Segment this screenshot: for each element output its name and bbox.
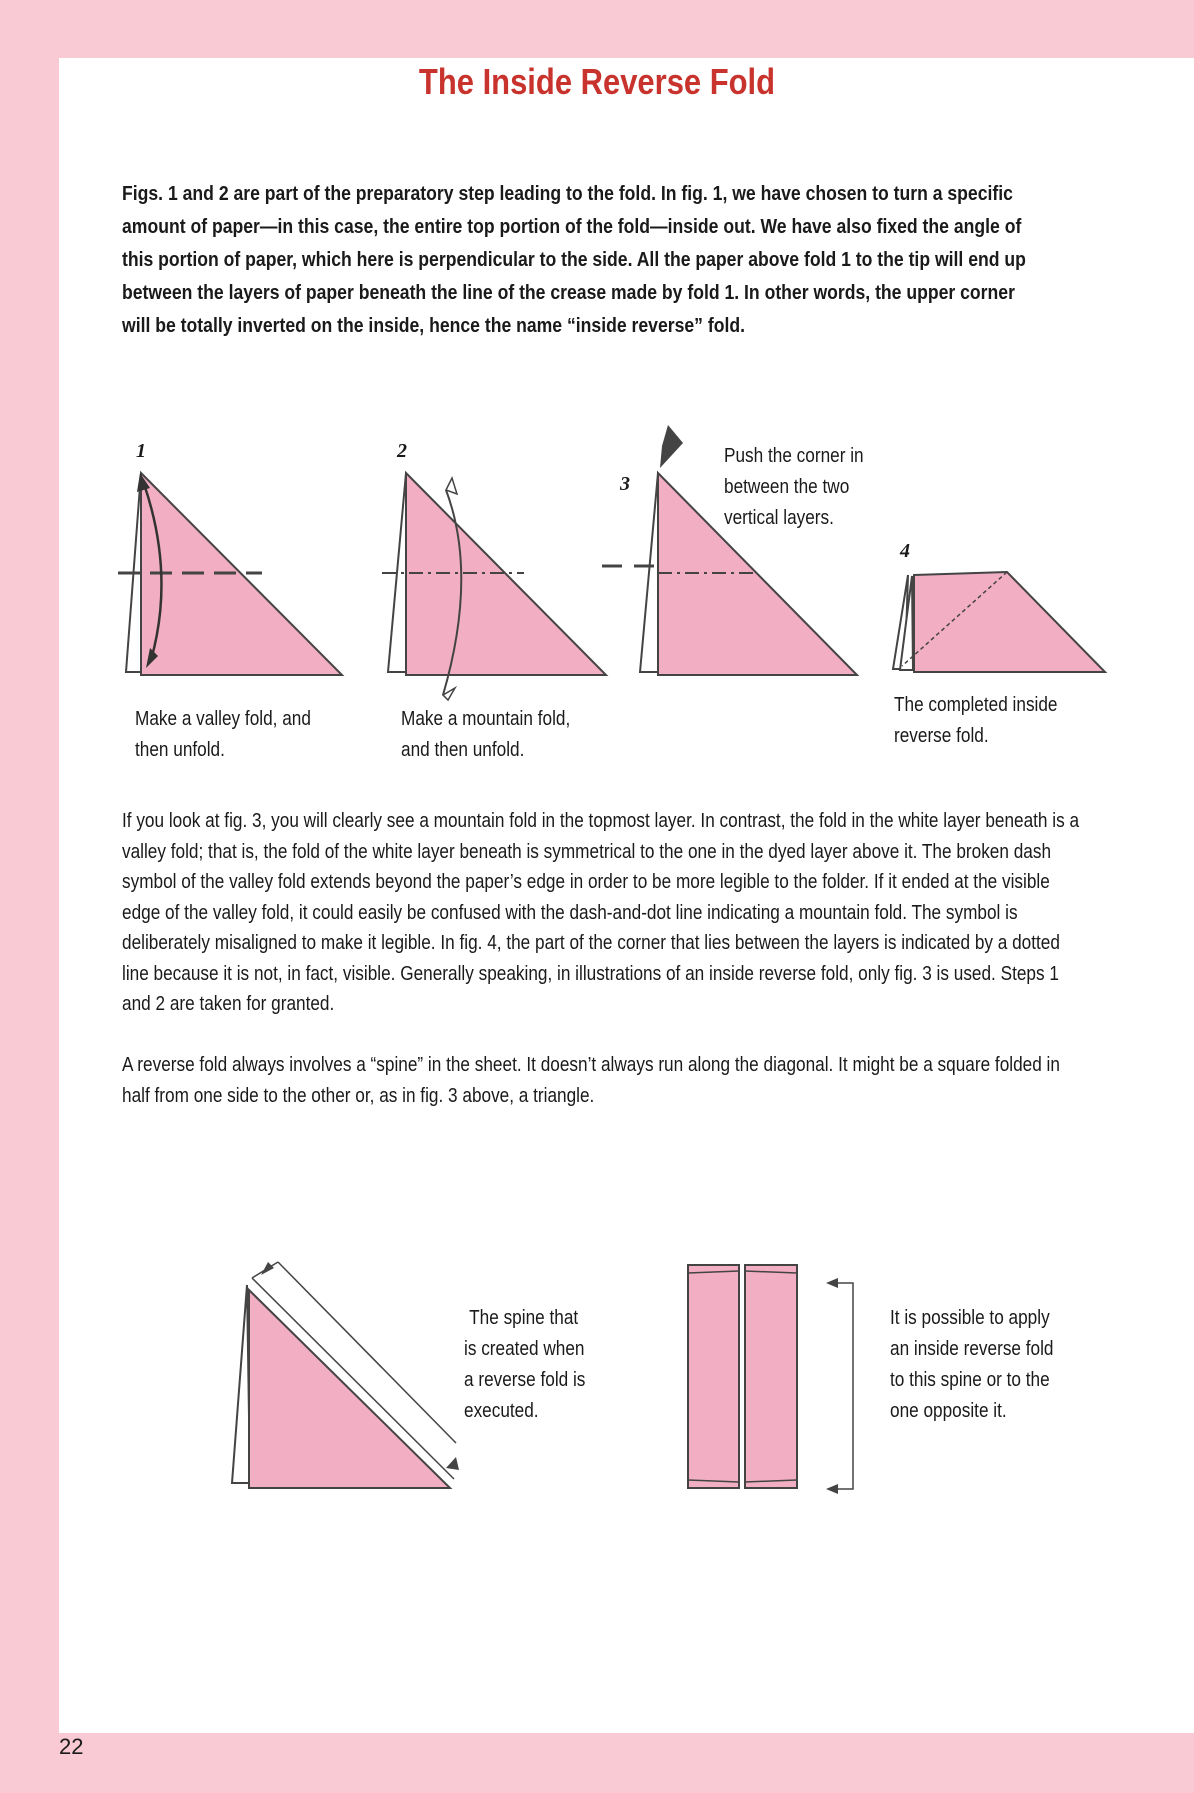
spine-left-caption	[464, 1303, 585, 1427]
fig3-number: 3	[620, 473, 630, 495]
fig4-caption-line: The completed inside	[894, 694, 1058, 716]
spine-left-caption-line: a reverse fold is	[464, 1369, 586, 1391]
body-paragraph-1: If you look at fig. 3, you will clearly see a mountain fold in the topmost layer. In contrast, the fold in the white layer beneath is a valley fold; that is, the fold of the white layer beneath is symmetrical to the one in the dyed layer above it. The broken dash symbol of the valley fold extends beyond the paper’s edge in order to be more legible to the folder. If it ended at the visible edge of the valley fold, it could easily be confused with the dash-and-dot line indicating a mountain fold. The symbol is deliberately misaligned to make it legible. In fig. 4, the part of the corner that lies between the layers is indicated by a dotted line because it is not, in fact, visible. Generally speaking, in illustrations of an inside reverse fold, only fig. 3 is used. Steps 1 and 2 are taken for granted.	[122, 810, 1080, 1015]
fig2-number: 2	[397, 440, 407, 462]
spine-left-caption-line: is created when	[464, 1338, 585, 1360]
body-paragraph-2: A reverse fold always involves a “spine” in the sheet. It doesn’t always run along the diagonal. It might be a square folded in half from one side to the other or, as in fig. 3 above, a triangle.	[122, 1054, 1060, 1107]
spine-rectangle-diagram	[688, 1265, 853, 1494]
fig4-number: 4	[900, 540, 910, 562]
spine-left-caption-line: The spine that	[469, 1307, 579, 1329]
fig1-number: 1	[136, 440, 146, 462]
intro-paragraph: Figs. 1 and 2 are part of the preparatory step leading to the fold. In fig. 1, we have chosen to turn a specific amount of paper—in this case, the entire top portion of the fold—inside out. We have also fixed the angle of this portion of paper, which here is perpendicular to the side. All the paper above fold 1 to the tip will end up between the layers of paper beneath the line of the crease made by fold 1. In other words, the upper corner will be totally inverted on the inside, hence the name “inside reverse” fold.	[122, 183, 1026, 337]
spine-right-caption-line: to this spine or to the	[890, 1369, 1050, 1391]
fig3-caption-line: between the two	[724, 476, 850, 498]
spine-right-caption-line: It is possible to apply	[890, 1307, 1050, 1329]
fig4-caption-line: reverse fold.	[894, 725, 989, 747]
fig1-caption-line: Make a valley fold, and	[135, 708, 311, 730]
fig4-caption	[894, 690, 1057, 752]
spine-right-caption	[890, 1303, 1053, 1427]
spine-triangle-diagram	[232, 1262, 459, 1488]
fig2-caption-line: Make a mountain fold,	[401, 708, 571, 730]
fig2-caption-line: and then unfold.	[401, 739, 525, 761]
fig3-caption	[724, 441, 864, 534]
fig4-diagram	[893, 572, 1105, 672]
fig3-caption-line: vertical layers.	[724, 507, 834, 529]
fig1-diagram	[118, 473, 342, 675]
fig1-caption	[135, 704, 311, 766]
page-title: The Inside Reverse Fold	[418, 61, 776, 102]
fig3-caption-line: Push the corner in	[724, 445, 864, 467]
spine-right-caption-line: an inside reverse fold	[890, 1338, 1054, 1360]
spine-right-caption-line: one opposite it.	[890, 1400, 1007, 1422]
fig1-caption-line: then unfold.	[135, 739, 225, 761]
spine-left-caption-line: executed.	[464, 1400, 539, 1422]
fig2-caption	[401, 704, 570, 766]
page-number: 22	[59, 1734, 84, 1759]
fig2-diagram	[382, 473, 606, 700]
